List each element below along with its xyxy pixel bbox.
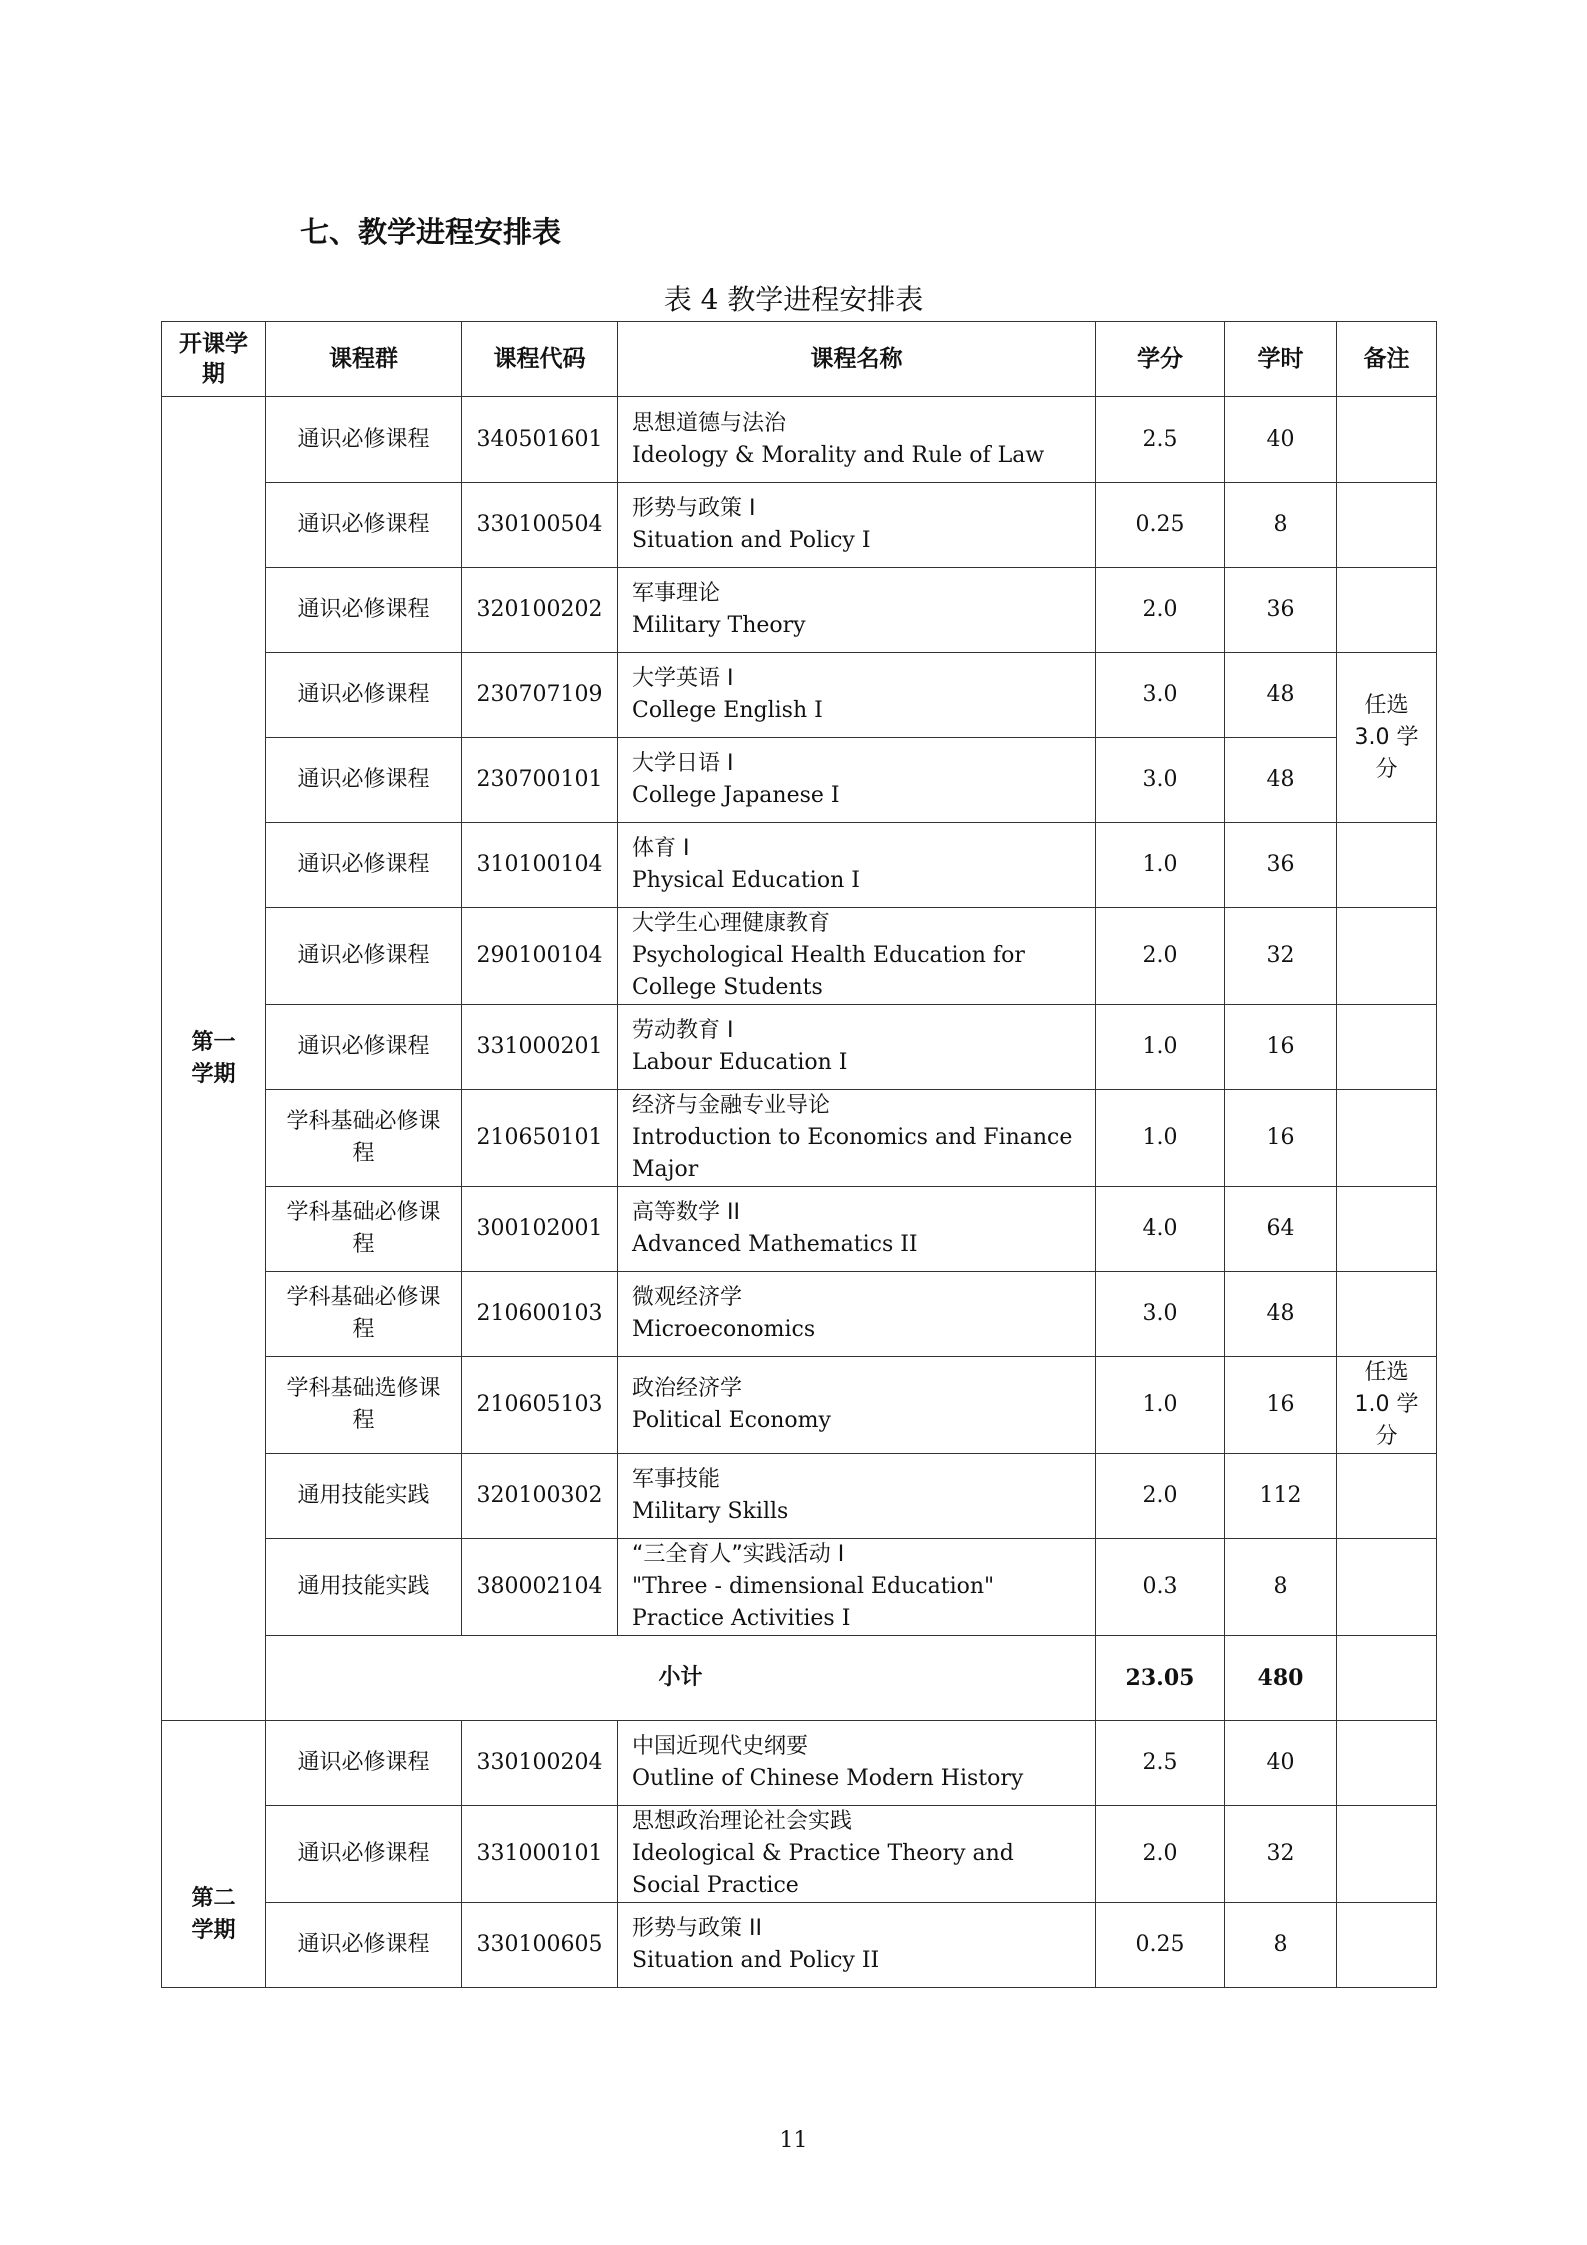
- course-code-cell: 210600103: [462, 1272, 618, 1357]
- hours-cell: 112: [1225, 1454, 1337, 1539]
- course-group-cell: 通识必修课程: [266, 1721, 462, 1806]
- course-name-en: Labour Education I: [632, 1050, 848, 1075]
- note-cell: [1337, 397, 1437, 483]
- header-hours: 学时: [1225, 322, 1337, 397]
- course-name-cell: [618, 1539, 1096, 1636]
- hours-cell: 36: [1225, 823, 1337, 908]
- note-cell: [1337, 1090, 1437, 1187]
- course-code-cell: 310100104: [462, 823, 618, 908]
- course-name-cn: 政治经济学: [632, 1376, 743, 1401]
- course-name-cn: 形势与政策 I: [632, 496, 756, 521]
- credits-cell: 1.0: [1096, 823, 1225, 908]
- semester-2-label: 第二学期: [162, 1721, 266, 1988]
- course-code-cell: 340501601: [462, 397, 618, 483]
- course-name-en: Psychological Health Education for College Students: [632, 943, 1025, 1000]
- course-group-cell: 学科基础必修课程: [266, 1187, 462, 1272]
- course-name-cell: [618, 1806, 1096, 1903]
- table-row: [162, 1903, 1437, 1988]
- note-cell: [1337, 1454, 1437, 1539]
- course-name-en: Microeconomics: [632, 1317, 816, 1342]
- course-name-cn: 大学日语 I: [632, 751, 734, 776]
- course-name-cn: 军事理论: [632, 581, 721, 606]
- course-group-cell: 通用技能实践: [266, 1539, 462, 1636]
- table-row: [162, 823, 1437, 908]
- note-cell: [1337, 1806, 1437, 1903]
- course-code-cell: 230700101: [462, 738, 618, 823]
- course-name-cn: 中国近现代史纲要: [632, 1734, 809, 1759]
- note-cell: [1337, 908, 1437, 1005]
- credits-cell: 2.0: [1096, 1454, 1225, 1539]
- hours-cell: 48: [1225, 653, 1337, 738]
- hours-cell: 48: [1225, 738, 1337, 823]
- hours-cell: 36: [1225, 568, 1337, 653]
- note-language-elective: 任选 3.0 学分: [1337, 653, 1437, 823]
- course-name-cell: [618, 1005, 1096, 1090]
- table-row: [162, 1187, 1437, 1272]
- note-cell: [1337, 1187, 1437, 1272]
- course-name-en: Situation and Policy II: [632, 1948, 880, 1973]
- table-row: [162, 738, 1437, 823]
- course-group-cell: 通识必修课程: [266, 823, 462, 908]
- header-name: 课程名称: [618, 322, 1096, 397]
- credits-cell: 2.5: [1096, 1721, 1225, 1806]
- header-group: 课程群: [266, 322, 462, 397]
- course-code-cell: 380002104: [462, 1539, 618, 1636]
- course-name-en: College English I: [632, 698, 823, 723]
- course-code-cell: 331000201: [462, 1005, 618, 1090]
- table-row: [162, 1454, 1437, 1539]
- course-name-cn: 大学英语 I: [632, 666, 734, 691]
- course-name-cn: 劳动教育 I: [632, 1018, 734, 1043]
- course-group-cell: 通识必修课程: [266, 1903, 462, 1988]
- hours-cell: 32: [1225, 1806, 1337, 1903]
- table-row: [162, 908, 1437, 1005]
- course-group-cell: 通识必修课程: [266, 1005, 462, 1090]
- credits-cell: 1.0: [1096, 1357, 1225, 1454]
- credits-cell: 4.0: [1096, 1187, 1225, 1272]
- header-credits: 学分: [1096, 322, 1225, 397]
- course-group-cell: 通识必修课程: [266, 483, 462, 568]
- subtotal-credits: 23.05: [1096, 1636, 1225, 1721]
- course-name-en: Advanced Mathematics II: [632, 1232, 918, 1257]
- credits-cell: 3.0: [1096, 738, 1225, 823]
- course-group-cell: 学科基础必修课程: [266, 1272, 462, 1357]
- header-semester: 开课学期: [162, 322, 266, 397]
- note-cell: [1337, 823, 1437, 908]
- table-row: [162, 1005, 1437, 1090]
- table-row: [162, 568, 1437, 653]
- course-name-cell: [618, 568, 1096, 653]
- credits-cell: 0.3: [1096, 1539, 1225, 1636]
- credits-cell: 2.0: [1096, 1806, 1225, 1903]
- course-code-cell: 331000101: [462, 1806, 618, 1903]
- course-code-cell: 210650101: [462, 1090, 618, 1187]
- schedule-table: [161, 321, 1437, 1988]
- course-name-en: Military Theory: [632, 613, 806, 638]
- course-name-cn: 高等数学 II: [632, 1200, 740, 1225]
- credits-cell: 1.0: [1096, 1090, 1225, 1187]
- table-row: [162, 397, 1437, 483]
- course-code-cell: 320100302: [462, 1454, 618, 1539]
- credits-cell: 1.0: [1096, 1005, 1225, 1090]
- course-group-cell: 通识必修课程: [266, 568, 462, 653]
- course-name-cell: [618, 653, 1096, 738]
- page-number: 11: [779, 2128, 808, 2153]
- course-name-cell: [618, 1721, 1096, 1806]
- course-group-cell: 通识必修课程: [266, 738, 462, 823]
- table-row: [162, 653, 1437, 738]
- note-cell: [1337, 1636, 1437, 1721]
- course-name-en: Ideological & Practice Theory and Social Practice: [632, 1841, 1014, 1898]
- hours-cell: 8: [1225, 483, 1337, 568]
- course-group-cell: 通用技能实践: [266, 1454, 462, 1539]
- course-name-en: Outline of Chinese Modern History: [632, 1766, 1024, 1791]
- credits-cell: 2.0: [1096, 908, 1225, 1005]
- course-code-cell: 320100202: [462, 568, 618, 653]
- course-name-cell: [618, 1454, 1096, 1539]
- course-name-cn: 大学生心理健康教育: [632, 911, 831, 936]
- semester-1-label: 第一学期: [162, 397, 266, 1721]
- course-name-cn: 军事技能: [632, 1467, 721, 1492]
- table-row: [162, 1539, 1437, 1636]
- course-name-en: Physical Education I: [632, 868, 860, 893]
- table-row: [162, 483, 1437, 568]
- course-group-cell: 通识必修课程: [266, 1806, 462, 1903]
- note-cell: [1337, 1005, 1437, 1090]
- subtotal-hours: 480: [1225, 1636, 1337, 1721]
- hours-cell: 40: [1225, 1721, 1337, 1806]
- course-name-cell: [618, 908, 1096, 1005]
- course-name-cell: [618, 1090, 1096, 1187]
- course-name-cell: [618, 483, 1096, 568]
- course-name-cn: 经济与金融专业导论: [632, 1093, 831, 1118]
- hours-cell: 32: [1225, 908, 1337, 1005]
- course-group-cell: 学科基础选修课程: [266, 1357, 462, 1454]
- course-name-cn: 微观经济学: [632, 1285, 743, 1310]
- course-name-en: Ideology & Morality and Rule of Law: [632, 442, 1045, 468]
- course-name-cell: [618, 1187, 1096, 1272]
- table-header-row: [162, 322, 1437, 397]
- course-code-cell: 210605103: [462, 1357, 618, 1454]
- course-name-en: Situation and Policy I: [632, 528, 871, 553]
- subtotal-row: [162, 1636, 1437, 1721]
- course-name-cn: “三全育人”实践活动 I: [632, 1542, 845, 1567]
- table-row: [162, 1806, 1437, 1903]
- section-title: 七、教学进程安排表: [300, 215, 562, 249]
- note-cell: [1337, 1272, 1437, 1357]
- course-code-cell: 330100504: [462, 483, 618, 568]
- note-cell: [1337, 568, 1437, 653]
- table-row: [162, 1357, 1437, 1454]
- course-group-cell: 通识必修课程: [266, 908, 462, 1005]
- hours-cell: 16: [1225, 1090, 1337, 1187]
- hours-cell: 16: [1225, 1005, 1337, 1090]
- table-row: [162, 1272, 1437, 1357]
- course-name-cell: [618, 397, 1096, 483]
- course-name-en: Introduction to Economics and Finance Major: [632, 1125, 1073, 1182]
- course-group-cell: 学科基础必修课程: [266, 1090, 462, 1187]
- credits-cell: 0.25: [1096, 1903, 1225, 1988]
- credits-cell: 3.0: [1096, 1272, 1225, 1357]
- course-name-en: Political Economy: [632, 1408, 831, 1433]
- course-name-en: Military Skills: [632, 1499, 789, 1524]
- note-cell: [1337, 483, 1437, 568]
- course-name-cn: 思想道德与法治: [632, 410, 787, 436]
- hours-cell: 8: [1225, 1539, 1337, 1636]
- course-name-cn: 思想政治理论社会实践: [632, 1809, 853, 1834]
- header-notes: 备注: [1337, 322, 1437, 397]
- table-row: [162, 1090, 1437, 1187]
- note-cell: [1337, 1721, 1437, 1806]
- table-caption: 表 4 教学进程安排表: [663, 283, 924, 316]
- note-cell: [1337, 1903, 1437, 1988]
- hours-cell: 48: [1225, 1272, 1337, 1357]
- hours-cell: 64: [1225, 1187, 1337, 1272]
- course-code-cell: 290100104: [462, 908, 618, 1005]
- course-name-cell: [618, 1272, 1096, 1357]
- course-code-cell: 330100204: [462, 1721, 618, 1806]
- credits-cell: 2.0: [1096, 568, 1225, 653]
- note-major-elective: 任选 1.0 学分: [1337, 1357, 1437, 1454]
- course-name-en: "Three - dimensional Education" Practice Activities I: [632, 1574, 995, 1631]
- hours-cell: 8: [1225, 1903, 1337, 1988]
- course-name-cell: [618, 738, 1096, 823]
- subtotal-label: 小计: [266, 1636, 1096, 1721]
- header-code: 课程代码: [462, 322, 618, 397]
- credits-cell: 3.0: [1096, 653, 1225, 738]
- course-code-cell: 330100605: [462, 1903, 618, 1988]
- course-name-cn: 形势与政策 II: [632, 1916, 762, 1941]
- course-group-cell: 通识必修课程: [266, 397, 462, 483]
- course-name-cell: [618, 1903, 1096, 1988]
- course-group-cell: 通识必修课程: [266, 653, 462, 738]
- course-name-cell: [618, 1357, 1096, 1454]
- course-code-cell: 300102001: [462, 1187, 618, 1272]
- hours-cell: 16: [1225, 1357, 1337, 1454]
- credits-cell: 0.25: [1096, 483, 1225, 568]
- hours-cell: 40: [1225, 397, 1337, 483]
- note-cell: [1337, 1539, 1437, 1636]
- course-name-en: College Japanese I: [632, 783, 840, 808]
- course-name-cn: 体育 I: [632, 836, 690, 861]
- table-row: [162, 1721, 1437, 1806]
- course-code-cell: 230707109: [462, 653, 618, 738]
- course-name-cell: [618, 823, 1096, 908]
- credits-cell: 2.5: [1096, 397, 1225, 483]
